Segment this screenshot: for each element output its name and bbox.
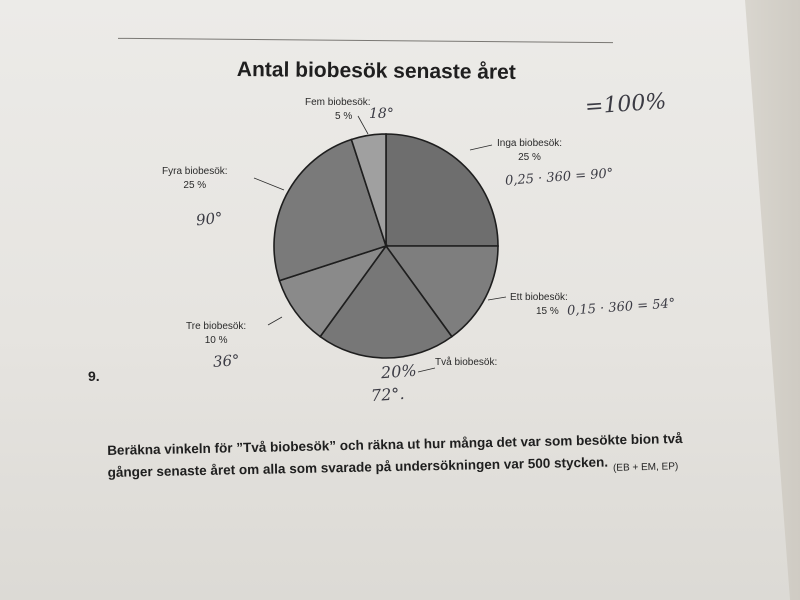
label-fem-name: Fem biobesök: [305,97,371,108]
question-formula: (EB + EM, EP) [612,461,679,474]
hand-ett-calc: 0,15 · 360 = 54° [566,296,676,319]
label-tva [435,356,497,370]
leader-ett [488,297,506,300]
hand-fyra-deg: 90° [195,208,224,230]
hand-tva-pct: 20% [380,360,418,383]
label-tre [186,320,246,348]
label-inga [497,137,562,165]
label-fyra-pct: 25 % [183,180,207,191]
hand-tva-deg: 72°. [370,383,406,406]
label-tva-name: Två biobesök: [435,357,498,368]
label-fyra-name: Fyra biobesök: [162,166,228,177]
chart-title: Antal biobesök senaste året [236,58,516,84]
label-ett-name: Ett biobesök: [510,292,568,303]
label-fem [305,96,371,124]
hand-tre-deg: 36° [212,351,241,371]
leader-inga [470,145,492,150]
label-inga-pct: 25 % [518,152,541,163]
question-number: 9. [88,368,100,384]
label-tre-pct: 10 % [204,335,228,346]
label-tre-name: Tre biobesök: [186,321,247,332]
leader-fyra [254,178,284,190]
pie-slice-0 [386,134,498,246]
hand-inga-calc: 0,25 · 360 = 90° [504,166,614,189]
hand-total: =100% [584,89,668,120]
leader-tre [268,317,282,325]
label-fem-pct: 5 % [335,111,353,122]
label-fyra [162,165,228,193]
label-ett-pct: 15 % [536,306,559,317]
label-inga-name: Inga biobesök: [497,138,563,149]
leader-tva [418,368,435,372]
hand-fem-deg: 18° [369,106,394,122]
label-ett [510,291,568,319]
question-text: Beräkna vinkeln för ”Två biobesök” och räkna ut hur många det var som besökte bion två gånger senaste året om alla som svarade på undersökningen var 500 stycken. [107,430,683,480]
